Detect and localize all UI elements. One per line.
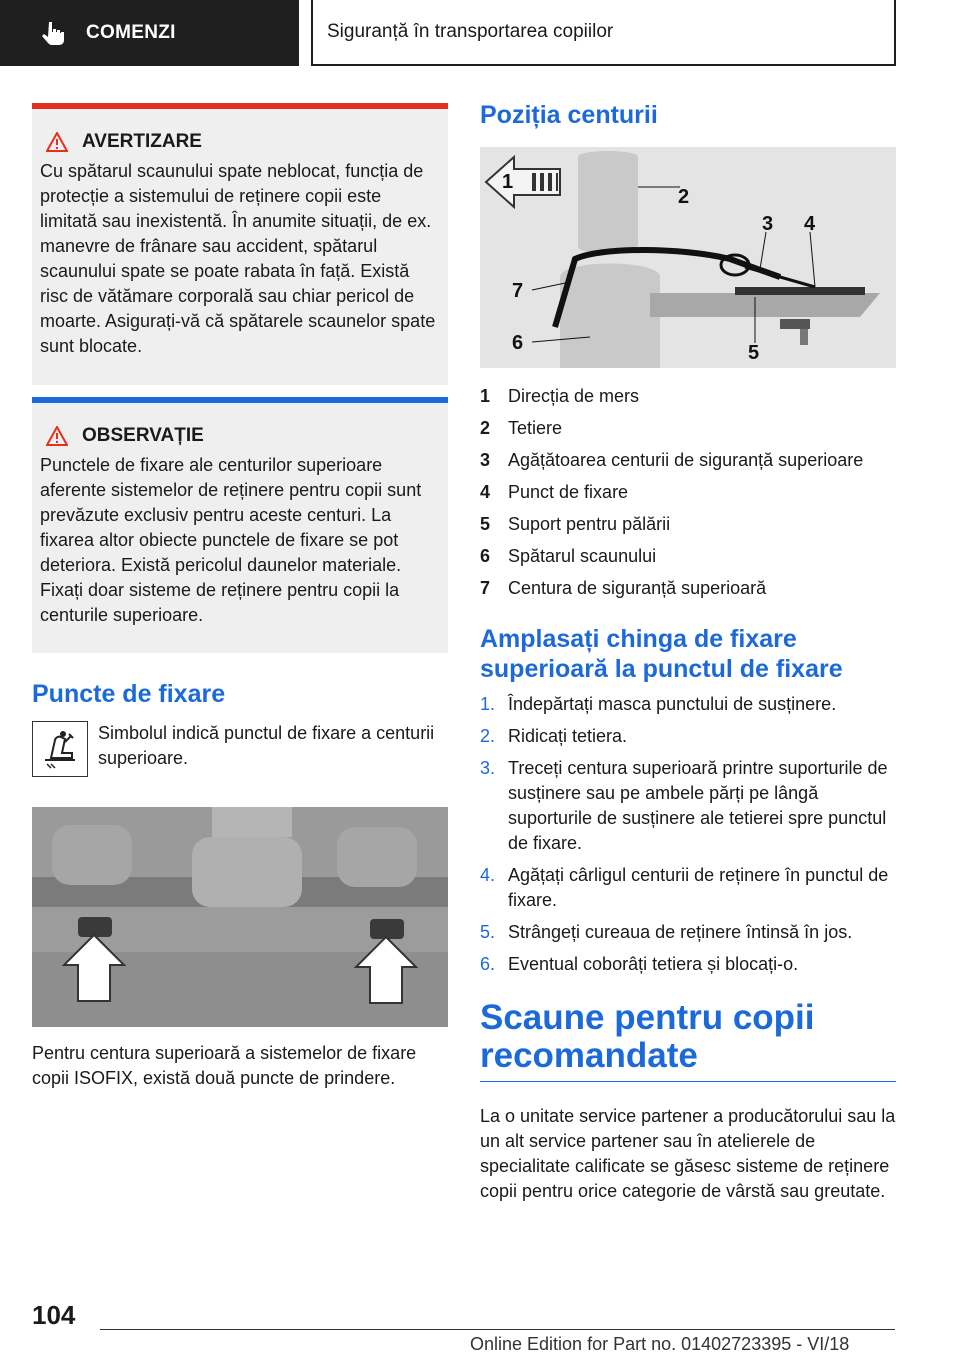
- legend-item: 6 Spătarul scaunului: [480, 546, 657, 566]
- step-item: 4. Agățați cârligul centurii de reținere în punctul de fixare.: [480, 865, 889, 910]
- diagram-label-4: 4: [804, 213, 816, 235]
- heading-rule: [480, 1081, 896, 1082]
- hand-pointer-icon: [40, 20, 66, 46]
- attach-heading: Amplasați chinga de fixare superioară la punctul de fixare: [480, 625, 843, 683]
- legend-item: 5 Suport pentru pălării: [480, 514, 671, 534]
- recommended-heading: Scaune pentru copii recomandate: [480, 998, 815, 1075]
- child-seat-anchor-icon: [32, 721, 88, 777]
- footer-rule: [100, 1329, 895, 1330]
- diagram-label-5: 5: [748, 342, 760, 364]
- step-item: 2. Ridicați tetiera.: [480, 726, 628, 746]
- legend-item: 7 Centura de siguranță superioară: [480, 578, 767, 598]
- legend-item: 3 Agățătoarea centurii de siguranță superioare: [480, 450, 864, 470]
- legend-item: 2 Tetiere: [480, 418, 563, 438]
- anchor-points-heading: Puncte de fixare: [32, 680, 226, 708]
- warning-text: Cu spătarul scaunului spate neblocat, funcția de protecție a sistemului de reținere copii este limitată sau inexistentă. În anumite situații, de ex. manevre de frânare sau accident, spătarul scaunului spate se poate rabata în față. Există risc de vătămare corporală sau chiar pericol de moarte. Asigurați-vă că spătarele scaunelor spate sunt blocate.: [40, 161, 436, 356]
- diagram-legend: [480, 380, 896, 604]
- legend-item: 4 Punct de fixare: [480, 482, 629, 502]
- section-label: COMENZI: [86, 22, 176, 43]
- step-item: 1. Îndepărtați masca punctului de susținere.: [480, 694, 837, 714]
- diagram-label-7: 7: [512, 280, 524, 302]
- rear-shelf-photo: [32, 807, 448, 1027]
- left-column: [32, 103, 448, 1091]
- note-text: Punctele de fixare ale centurilor superioare aferente sistemelor de reținere pentru copii sunt prevăzute exclusiv pentru aceste centuri. La fixarea altor obiecte punctele de fixare se pot deteriora. Există pericolul daunelor materiale. Fixați doar sisteme de reținere pentru copii la centurile superioare.: [40, 455, 422, 625]
- page-number: 104: [32, 1300, 76, 1330]
- step-item: 6. Eventual coborâți tetiera și blocați-o.: [480, 954, 799, 974]
- chapter-title: Siguranță în transportarea copiilor: [311, 0, 896, 66]
- caution-triangle-icon: [46, 426, 68, 446]
- diagram-label-1: 1: [502, 171, 514, 193]
- diagram-label-2: 2: [678, 186, 690, 208]
- section-tab[interactable]: [0, 0, 299, 66]
- right-column: [480, 100, 896, 1204]
- belt-position-heading: Poziția centurii: [480, 101, 658, 129]
- legend-item: 1 Direcția de mers: [480, 386, 640, 406]
- step-item: 5. Strângeți cureaua de reținere întinsă în jos.: [480, 922, 853, 942]
- belt-position-diagram: [480, 147, 896, 368]
- warning-title: AVERTIZARE: [82, 131, 202, 152]
- attach-steps: [480, 692, 896, 977]
- recommended-text: La o unitate service partener a producătorului sau la un alt service partener sau în atelierele de specialitate calificate se găsesc sisteme de reținere copii pentru orice categorie de vârstă sau greutate.: [480, 1106, 896, 1201]
- diagram-label-3: 3: [762, 213, 774, 235]
- edition-text: Online Edition for Part no. 01402723395 - VI/18: [470, 1334, 850, 1354]
- warning-box: [32, 103, 448, 385]
- symbol-description: Simbolul indică punctul de fixare a centurii superioare.: [98, 723, 435, 768]
- diagram-label-6: 6: [512, 332, 524, 354]
- warning-triangle-icon: [46, 132, 68, 152]
- note-title: OBSERVAȚIE: [82, 425, 204, 446]
- anchor-points-note: Pentru centura superioară a sistemelor de fixare copii ISOFIX, există două puncte de prindere.: [32, 1043, 417, 1088]
- note-box: [32, 397, 448, 653]
- step-item: 3. Treceți centura superioară printre suporturile de susținere sau pe ambele părți pe lângă suporturile de susținere ale tetierei spre punctul de fixare.: [480, 758, 888, 853]
